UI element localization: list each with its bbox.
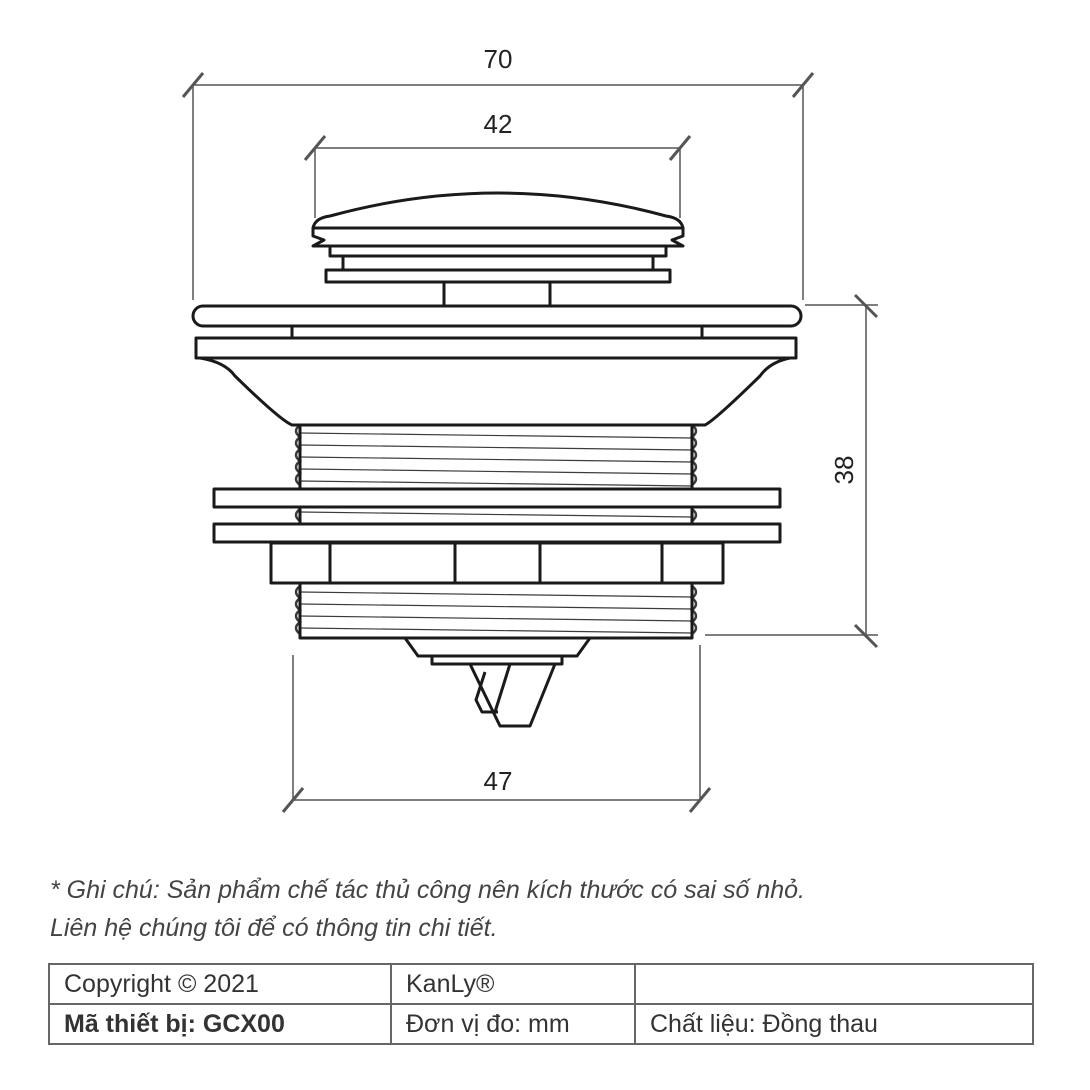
model-cell: Mã thiết bị: GCX00 [49,1004,391,1044]
cap-rim [313,228,683,246]
hex-nut [271,543,723,583]
flange-plate [196,338,796,358]
dimension-height: 38 [829,455,859,485]
copyright-cell: Copyright © 2021 [49,964,391,1004]
cap-stem-ring [343,256,653,270]
flange-top [193,306,801,326]
info-row-2 [49,1004,1033,1044]
info-table [48,963,1034,1045]
empty-cell [635,964,1033,1004]
flange-washer [292,326,702,338]
cap-dome [313,193,683,228]
dimension-bottom-width: 47 [483,766,513,796]
material-cell: Chất liệu: Đồng thau [635,1004,1033,1044]
lower-thread-body [300,583,692,638]
note-tolerance: * Ghi chú: Sản phẩm chế tác thủ công nên kích thước có sai số nhỏ. [50,876,806,904]
tail-cone [405,638,590,656]
dimension-cap-width: 42 [483,109,513,139]
dimension-top-width: 70 [483,44,513,74]
cap-base-ring [326,270,670,282]
washer-lower [214,524,780,542]
unit-cell: Đơn vị đo: mm [391,1004,635,1044]
tail-clip [470,664,555,726]
cap-stem [444,282,550,308]
brand-cell: KanLy® [391,964,635,1004]
washer-upper [214,489,780,507]
note-contact: Liên hệ chúng tôi để có thông tin chi tiết. [50,914,498,942]
flange-body [200,358,790,425]
info-row-1 [49,964,1033,1004]
